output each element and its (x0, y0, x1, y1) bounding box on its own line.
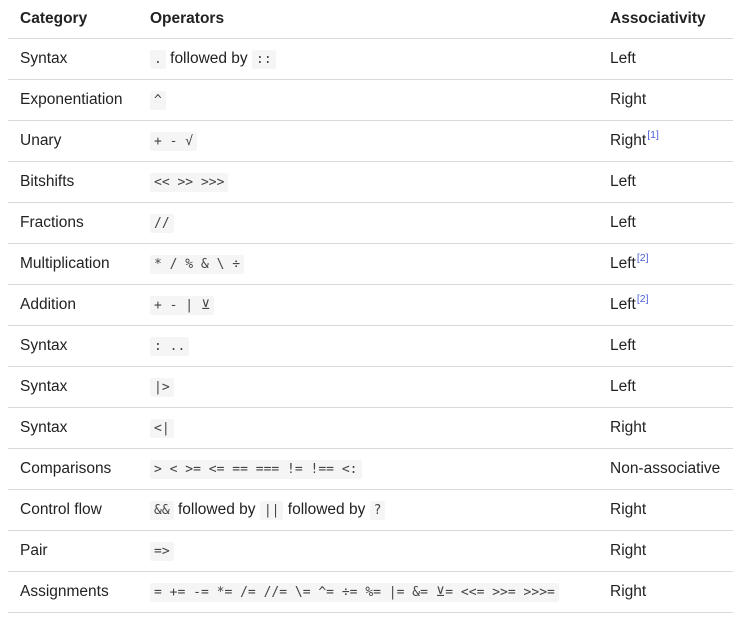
operator-precedence-table (8, 0, 733, 613)
category-cell: Multiplication (8, 243, 150, 284)
table-row (8, 79, 733, 120)
associativity-cell (610, 530, 733, 571)
category-cell: Assignments (8, 571, 150, 612)
associativity-cell (610, 202, 733, 243)
header-row (8, 0, 733, 38)
operator-code: << >> >>> (150, 173, 228, 192)
table-row (8, 284, 733, 325)
associativity-cell (610, 448, 733, 489)
table-row (8, 407, 733, 448)
table-row (8, 489, 733, 530)
associativity-cell (610, 79, 733, 120)
operator-code: <| (150, 419, 174, 438)
associativity-label: Left (610, 377, 636, 395)
operators-cell (150, 530, 610, 571)
operators-cell (150, 489, 610, 530)
footnote-link[interactable]: [2] (636, 293, 649, 306)
table-row (8, 243, 733, 284)
operator-code: // (150, 214, 174, 233)
table-body (8, 38, 733, 612)
footnote-link[interactable]: [2] (636, 252, 649, 265)
associativity-label: Left (610, 254, 636, 272)
operators-plain-text: followed by (165, 49, 252, 67)
associativity-label: Right (610, 500, 647, 518)
associativity-label: Left (610, 295, 636, 313)
associativity-label: Left (610, 49, 636, 67)
associativity-label: Right (610, 582, 647, 600)
table-header (8, 0, 733, 38)
associativity-cell (610, 161, 733, 202)
header-category: Category (8, 0, 150, 38)
category-cell: Unary (8, 120, 150, 161)
operators-cell (150, 448, 610, 489)
associativity-label: Right (610, 541, 647, 559)
table-row (8, 366, 733, 407)
associativity-cell (610, 366, 733, 407)
category-cell: Addition (8, 284, 150, 325)
operators-cell (150, 120, 610, 161)
associativity-label: Left (610, 172, 636, 190)
category-cell: Pair (8, 530, 150, 571)
category-cell: Syntax (8, 407, 150, 448)
associativity-cell (610, 489, 733, 530)
table-row (8, 448, 733, 489)
operator-code: ^ (150, 91, 166, 110)
operators-plain-text: followed by (173, 500, 260, 518)
operator-code: + - | ⊻ (150, 296, 214, 315)
operators-cell (150, 284, 610, 325)
category-cell: Control flow (8, 489, 150, 530)
operator-code: * / % & \ ÷ (150, 255, 244, 274)
table-row (8, 38, 733, 79)
associativity-label: Right (610, 418, 647, 436)
associativity-label: Right (610, 90, 647, 108)
category-cell: Syntax (8, 38, 150, 79)
table-row (8, 571, 733, 612)
operator-code: + - √ (150, 132, 197, 151)
category-cell: Comparisons (8, 448, 150, 489)
category-cell: Syntax (8, 325, 150, 366)
operator-code: |> (150, 378, 174, 397)
category-cell: Syntax (8, 366, 150, 407)
associativity-cell (610, 407, 733, 448)
associativity-cell (610, 243, 733, 284)
associativity-label: Right (610, 131, 647, 149)
operators-cell (150, 366, 610, 407)
header-operators: Operators (150, 0, 610, 38)
category-cell: Bitshifts (8, 161, 150, 202)
category-cell: Fractions (8, 202, 150, 243)
operator-code: ? (370, 501, 386, 520)
operators-cell (150, 325, 610, 366)
associativity-cell (610, 284, 733, 325)
operators-cell (150, 38, 610, 79)
associativity-label: Left (610, 213, 636, 231)
header-associativity: Associativity (610, 0, 733, 38)
operator-code: : .. (150, 337, 189, 356)
table-row (8, 202, 733, 243)
operators-cell (150, 407, 610, 448)
associativity-cell (610, 120, 733, 161)
operator-code: = += -= *= /= //= \= ^= ÷= %= |= &= ⊻= <<= >>= >>>= (150, 583, 559, 602)
table-row (8, 161, 733, 202)
operator-code: . (150, 50, 166, 69)
operators-plain-text: followed by (283, 500, 370, 518)
operator-code: > < >= <= == === != !== <: (150, 460, 362, 479)
table-row (8, 325, 733, 366)
associativity-label: Left (610, 336, 636, 354)
operator-code: => (150, 542, 174, 561)
associativity-cell (610, 571, 733, 612)
footnote-link[interactable]: [1] (647, 129, 659, 142)
category-cell: Exponentiation (8, 79, 150, 120)
operator-code: :: (252, 50, 276, 69)
operators-cell (150, 161, 610, 202)
associativity-label: Non-associative (610, 459, 721, 477)
operators-cell (150, 79, 610, 120)
operator-code: || (260, 501, 284, 520)
table-row (8, 530, 733, 571)
operators-cell (150, 202, 610, 243)
table-row (8, 120, 733, 161)
operators-cell (150, 243, 610, 284)
associativity-cell (610, 325, 733, 366)
associativity-cell (610, 38, 733, 79)
operators-cell (150, 571, 610, 612)
operator-code: && (150, 501, 174, 520)
